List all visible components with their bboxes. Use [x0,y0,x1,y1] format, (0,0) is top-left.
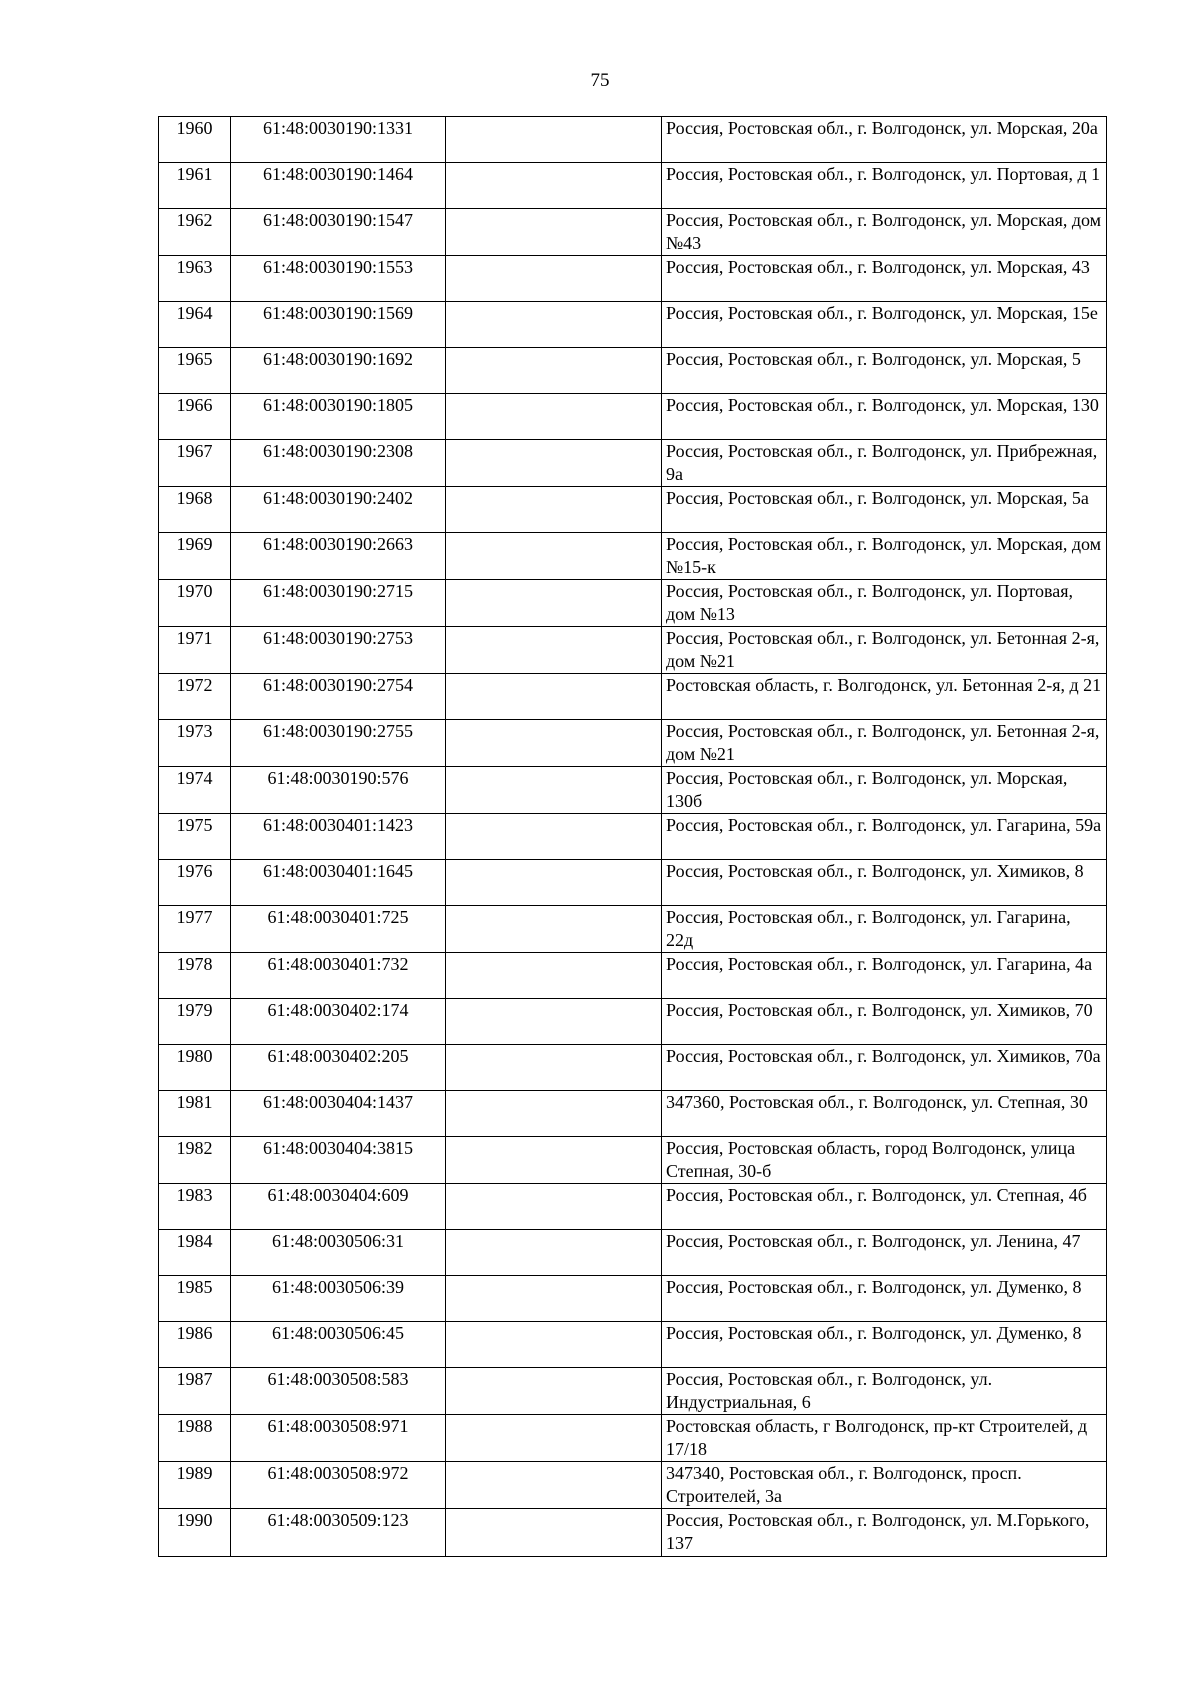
table-row [159,674,1107,720]
table-row [159,487,1107,533]
table-row [159,440,1107,487]
table-row [159,1368,1107,1415]
table-row [159,394,1107,440]
table-row [159,1045,1107,1091]
cadastral-number-cell: 61:48:0030404:609 [231,1184,446,1230]
empty-cell [446,1230,662,1276]
table-row [159,1462,1107,1509]
address-cell: Россия, Ростовская обл., г. Волгодонск, ул. Думенко, 8 [662,1276,1107,1322]
empty-cell [446,1462,662,1509]
row-number-cell: 1986 [159,1322,231,1368]
table-row [159,999,1107,1045]
cadastral-number-cell: 61:48:0030404:1437 [231,1091,446,1137]
row-number-cell: 1982 [159,1137,231,1184]
empty-cell [446,580,662,627]
empty-cell [446,348,662,394]
table-row [159,1415,1107,1462]
row-number-cell: 1989 [159,1462,231,1509]
cadastral-number-cell: 61:48:0030190:1464 [231,163,446,209]
table-row [159,256,1107,302]
row-number-cell: 1969 [159,533,231,580]
cadastral-number-cell: 61:48:0030190:1805 [231,394,446,440]
row-number-cell: 1971 [159,627,231,674]
address-cell: Россия, Ростовская обл., г. Волгодонск, ул. Морская, дом №43 [662,209,1107,256]
address-cell: Россия, Ростовская обл., г. Волгодонск, ул. Морская, 20а [662,117,1107,163]
address-cell: Россия, Ростовская обл., г. Волгодонск, ул. Морская, дом №15-к [662,533,1107,580]
empty-cell [446,1509,662,1557]
cadastral-number-cell: 61:48:0030508:583 [231,1368,446,1415]
cadastral-number-cell: 61:48:0030190:2308 [231,440,446,487]
empty-cell [446,440,662,487]
address-cell: Россия, Ростовская обл., г. Волгодонск, ул. Морская, 5 [662,348,1107,394]
cadastral-number-cell: 61:48:0030190:1331 [231,117,446,163]
table-row [159,580,1107,627]
row-number-cell: 1990 [159,1509,231,1557]
address-cell: Россия, Ростовская обл., г. Волгодонск, ул. Бетонная 2-я, дом №21 [662,720,1107,767]
address-cell: Россия, Ростовская обл., г. Волгодонск, ул. Морская, 130 [662,394,1107,440]
table-row [159,1091,1107,1137]
empty-cell [446,674,662,720]
empty-cell [446,627,662,674]
empty-cell [446,302,662,348]
table-row [159,1184,1107,1230]
address-cell: Россия, Ростовская обл., г. Волгодонск, ул. Прибрежная, 9а [662,440,1107,487]
row-number-cell: 1978 [159,953,231,999]
empty-cell [446,117,662,163]
cadastral-number-cell: 61:48:0030402:174 [231,999,446,1045]
address-cell: Россия, Ростовская обл., г. Волгодонск, ул. Ленина, 47 [662,1230,1107,1276]
table-row [159,348,1107,394]
row-number-cell: 1965 [159,348,231,394]
table-row [159,1230,1107,1276]
row-number-cell: 1962 [159,209,231,256]
row-number-cell: 1975 [159,814,231,860]
cadastral-number-cell: 61:48:0030508:972 [231,1462,446,1509]
empty-cell [446,860,662,906]
cadastral-number-cell: 61:48:0030190:1547 [231,209,446,256]
cadastral-number-cell: 61:48:0030401:725 [231,906,446,953]
address-cell: Ростовская область, г Волгодонск, пр-кт Строителей, д 17/18 [662,1415,1107,1462]
empty-cell [446,209,662,256]
table-row [159,1322,1107,1368]
cadastral-number-cell: 61:48:0030190:2753 [231,627,446,674]
row-number-cell: 1988 [159,1415,231,1462]
empty-cell [446,720,662,767]
cadastral-number-cell: 61:48:0030401:1423 [231,814,446,860]
row-number-cell: 1970 [159,580,231,627]
address-cell: Россия, Ростовская обл., г. Волгодонск, ул. Гагарина, 22д [662,906,1107,953]
address-cell: Россия, Ростовская обл., г. Волгодонск, ул. Думенко, 8 [662,1322,1107,1368]
row-number-cell: 1983 [159,1184,231,1230]
row-number-cell: 1985 [159,1276,231,1322]
cadastral-number-cell: 61:48:0030509:123 [231,1509,446,1557]
address-cell: 347340, Ростовская обл., г. Волгодонск, просп. Строителей, 3а [662,1462,1107,1509]
empty-cell [446,163,662,209]
address-cell: Россия, Ростовская обл., г. Волгодонск, ул. Химиков, 8 [662,860,1107,906]
cadastral-number-cell: 61:48:0030190:576 [231,767,446,814]
address-cell: 347360, Ростовская обл., г. Волгодонск, ул. Степная, 30 [662,1091,1107,1137]
empty-cell [446,906,662,953]
row-number-cell: 1961 [159,163,231,209]
empty-cell [446,1184,662,1230]
table-row [159,953,1107,999]
row-number-cell: 1977 [159,906,231,953]
empty-cell [446,953,662,999]
empty-cell [446,1091,662,1137]
cadastral-number-cell: 61:48:0030401:1645 [231,860,446,906]
table-row [159,627,1107,674]
cadastral-number-cell: 61:48:0030190:2755 [231,720,446,767]
empty-cell [446,533,662,580]
row-number-cell: 1974 [159,767,231,814]
row-number-cell: 1984 [159,1230,231,1276]
empty-cell [446,256,662,302]
cadastral-number-cell: 61:48:0030506:45 [231,1322,446,1368]
table-row [159,720,1107,767]
cadastral-number-cell: 61:48:0030506:39 [231,1276,446,1322]
row-number-cell: 1976 [159,860,231,906]
address-cell: Россия, Ростовская обл., г. Волгодонск, ул. Морская, 43 [662,256,1107,302]
empty-cell [446,1137,662,1184]
cadastral-number-cell: 61:48:0030190:2754 [231,674,446,720]
cadastral-number-cell: 61:48:0030190:2402 [231,487,446,533]
table-row [159,906,1107,953]
table-row [159,117,1107,163]
row-number-cell: 1967 [159,440,231,487]
cadastral-number-cell: 61:48:0030190:2715 [231,580,446,627]
empty-cell [446,1368,662,1415]
table-row [159,302,1107,348]
page-number: 75 [590,70,610,91]
address-cell: Россия, Ростовская обл., г. Волгодонск, ул. Бетонная 2-я, дом №21 [662,627,1107,674]
table-row [159,533,1107,580]
address-cell: Россия, Ростовская обл., г. Волгодонск, ул. Гагарина, 4а [662,953,1107,999]
table-row [159,814,1107,860]
address-cell: Ростовская область, г. Волгодонск, ул. Бетонная 2-я, д 21 [662,674,1107,720]
empty-cell [446,767,662,814]
table-row [159,767,1107,814]
address-cell: Россия, Ростовская обл., г. Волгодонск, ул. Гагарина, 59а [662,814,1107,860]
cadastral-number-cell: 61:48:0030506:31 [231,1230,446,1276]
empty-cell [446,999,662,1045]
table-row [159,860,1107,906]
cadastral-number-cell: 61:48:0030190:2663 [231,533,446,580]
empty-cell [446,1276,662,1322]
registry-table [158,116,1107,1557]
registry-table-body [159,117,1107,1557]
row-number-cell: 1987 [159,1368,231,1415]
row-number-cell: 1972 [159,674,231,720]
cadastral-number-cell: 61:48:0030401:732 [231,953,446,999]
table-row [159,163,1107,209]
address-cell: Россия, Ростовская обл., г. Волгодонск, ул. М.Горького, 137 [662,1509,1107,1557]
address-cell: Россия, Ростовская обл., г. Волгодонск, ул. Химиков, 70 [662,999,1107,1045]
table-row [159,1509,1107,1557]
table-row [159,1276,1107,1322]
address-cell: Россия, Ростовская обл., г. Волгодонск, ул. Портовая, дом №13 [662,580,1107,627]
empty-cell [446,394,662,440]
row-number-cell: 1963 [159,256,231,302]
row-number-cell: 1960 [159,117,231,163]
address-cell: Россия, Ростовская обл., г. Волгодонск, ул. Индустриальная, 6 [662,1368,1107,1415]
row-number-cell: 1981 [159,1091,231,1137]
cadastral-number-cell: 61:48:0030402:205 [231,1045,446,1091]
row-number-cell: 1966 [159,394,231,440]
empty-cell [446,1415,662,1462]
table-row [159,209,1107,256]
address-cell: Россия, Ростовская обл., г. Волгодонск, ул. Морская, 130б [662,767,1107,814]
cadastral-number-cell: 61:48:0030190:1569 [231,302,446,348]
address-cell: Россия, Ростовская обл., г. Волгодонск, ул. Степная, 4б [662,1184,1107,1230]
cadastral-number-cell: 61:48:0030190:1692 [231,348,446,394]
row-number-cell: 1964 [159,302,231,348]
row-number-cell: 1973 [159,720,231,767]
empty-cell [446,487,662,533]
empty-cell [446,1322,662,1368]
row-number-cell: 1980 [159,1045,231,1091]
cadastral-number-cell: 61:48:0030508:971 [231,1415,446,1462]
address-cell: Россия, Ростовская обл., г. Волгодонск, ул. Морская, 15е [662,302,1107,348]
row-number-cell: 1979 [159,999,231,1045]
cadastral-number-cell: 61:48:0030404:3815 [231,1137,446,1184]
empty-cell [446,814,662,860]
address-cell: Россия, Ростовская обл., г. Волгодонск, ул. Морская, 5а [662,487,1107,533]
address-cell: Россия, Ростовская область, город Волгодонск, улица Степная, 30-б [662,1137,1107,1184]
address-cell: Россия, Ростовская обл., г. Волгодонск, ул. Портовая, д 1 [662,163,1107,209]
row-number-cell: 1968 [159,487,231,533]
empty-cell [446,1045,662,1091]
table-row [159,1137,1107,1184]
address-cell: Россия, Ростовская обл., г. Волгодонск, ул. Химиков, 70а [662,1045,1107,1091]
cadastral-number-cell: 61:48:0030190:1553 [231,256,446,302]
